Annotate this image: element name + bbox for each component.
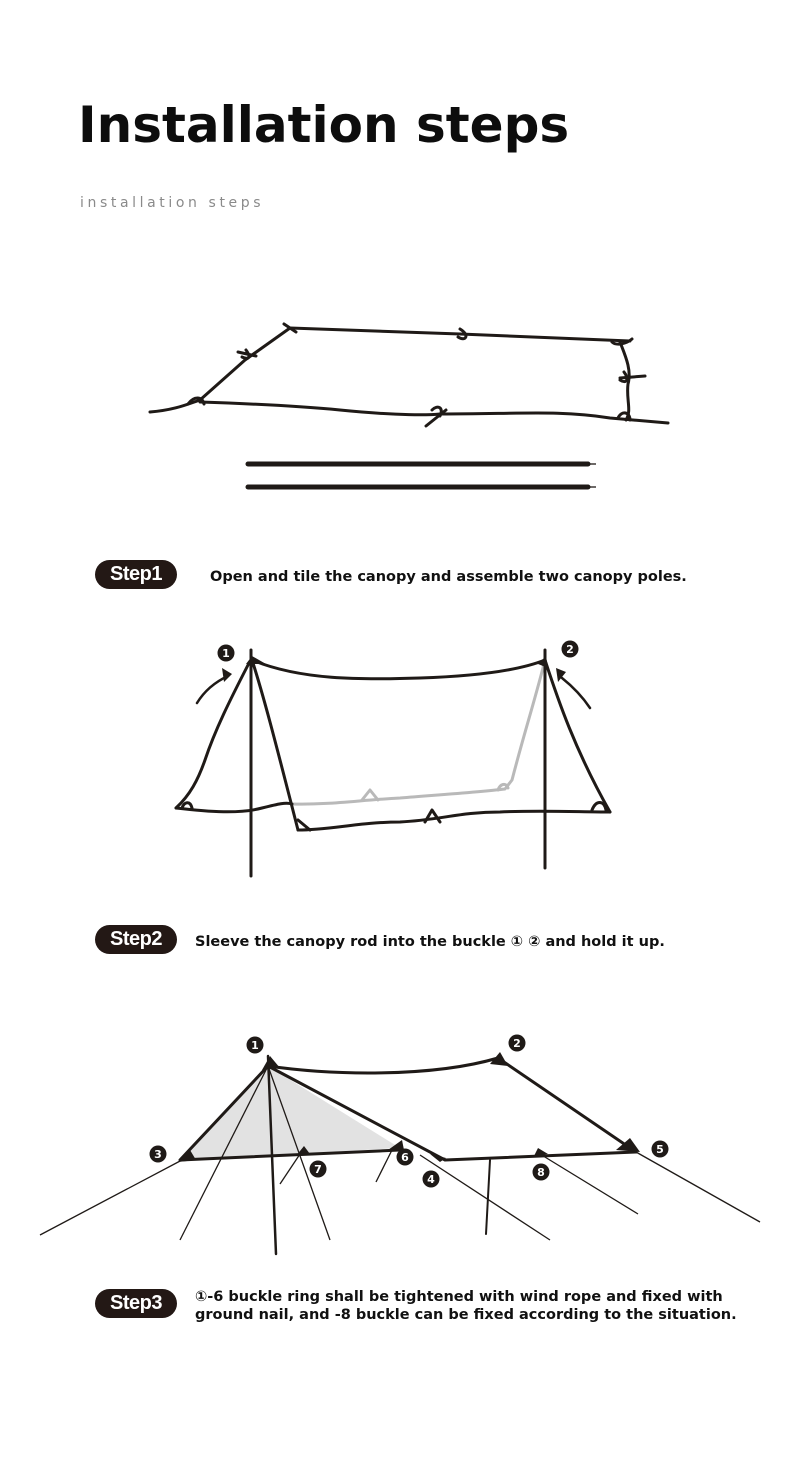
step2-badge: Step2 bbox=[95, 925, 177, 954]
step3-text-line1: ①-6 buckle ring shall be tightened with wind rope and fixed with bbox=[195, 1289, 723, 1305]
marker-3 bbox=[150, 1146, 167, 1163]
marker-7 bbox=[310, 1161, 327, 1178]
guyed-canopy-illustration bbox=[0, 1030, 790, 1260]
svg-text:5: 5 bbox=[656, 1143, 664, 1156]
page-subtitle: installation steps bbox=[80, 195, 265, 211]
svg-text:6: 6 bbox=[401, 1151, 409, 1164]
marker-2 bbox=[509, 1035, 526, 1052]
step3-text-line2: ground nail, and -8 buckle can be fixed according to the situation. bbox=[195, 1307, 737, 1323]
svg-text:7: 7 bbox=[314, 1163, 322, 1176]
marker-4 bbox=[423, 1171, 440, 1188]
step2-text: Sleeve the canopy rod into the buckle ① ② and hold it up. bbox=[195, 934, 665, 950]
svg-text:1: 1 bbox=[222, 647, 230, 660]
svg-text:2: 2 bbox=[566, 643, 574, 656]
svg-text:3: 3 bbox=[154, 1148, 162, 1161]
marker-8 bbox=[533, 1164, 550, 1181]
flat-canopy-illustration bbox=[0, 315, 790, 505]
step1-badge: Step1 bbox=[95, 560, 177, 589]
svg-text:8: 8 bbox=[537, 1166, 545, 1179]
marker-1 bbox=[218, 645, 235, 662]
svg-text:4: 4 bbox=[427, 1173, 435, 1186]
svg-text:1: 1 bbox=[251, 1039, 259, 1052]
svg-text:2: 2 bbox=[513, 1037, 521, 1050]
page-title: Installation steps bbox=[78, 96, 570, 154]
marker-2 bbox=[562, 641, 579, 658]
step1-text: Open and tile the canopy and assemble two canopy poles. bbox=[210, 569, 687, 585]
marker-5 bbox=[652, 1141, 669, 1158]
step3-badge: Step3 bbox=[95, 1289, 177, 1318]
marker-1 bbox=[247, 1037, 264, 1054]
raised-canopy-illustration bbox=[0, 630, 790, 890]
marker-6 bbox=[397, 1149, 414, 1166]
